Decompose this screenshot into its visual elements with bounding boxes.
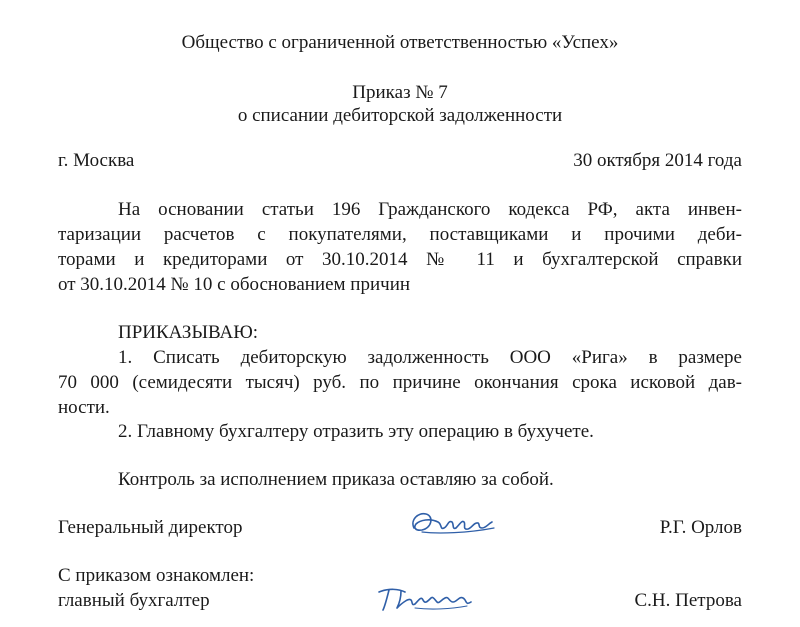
director-position: Генеральный директор [58,517,243,538]
acquainted-label: С приказом ознакомлен: [58,565,255,586]
director-name: Р.Г. Орлов [659,517,742,538]
item-1-line-1: 1. Списать дебиторскую задолженность ООО «Рига» в размере [118,347,742,368]
accountant-signature [375,580,475,616]
order-subject: о списании дебиторской задолженности [237,105,563,126]
basis-line-3: торами и кредиторами от 30.10.2014 № 11 и бухгалтерской справки [58,249,742,270]
director-signature [408,506,500,542]
basis-line-1: На основании статьи 196 Гражданского кодекса РФ, акта инвен- [118,199,742,220]
basis-line-2: таризации расчетов с покупателями, поставщиками и прочими деби- [58,224,742,245]
decree-word: ПРИКАЗЫВАЮ: [118,322,259,343]
order-title: Приказ № 7 [352,82,448,103]
accountant-position: главный бухгалтер [58,590,210,611]
basis-line-4: от 30.10.2014 № 10 с обоснованием причин [58,274,411,295]
accountant-signature-image [375,580,475,616]
order-date: 30 октября 2014 года [573,150,742,171]
organization-name: Общество с ограниченной ответственностью «Успех» [181,32,619,53]
place: г. Москва [58,150,135,171]
item-2: 2. Главному бухгалтеру отразить эту операцию в бухучете. [118,421,594,442]
item-1-line-2: 70 000 (семидесяти тысяч) руб. по причине окончания срока исковой дав- [58,372,742,393]
accountant-name: С.Н. Петрова [634,590,742,611]
item-1-line-3: ности. [58,397,110,418]
control-statement: Контроль за исполнением приказа оставляю за собой. [118,469,554,490]
director-signature-image [408,506,500,542]
